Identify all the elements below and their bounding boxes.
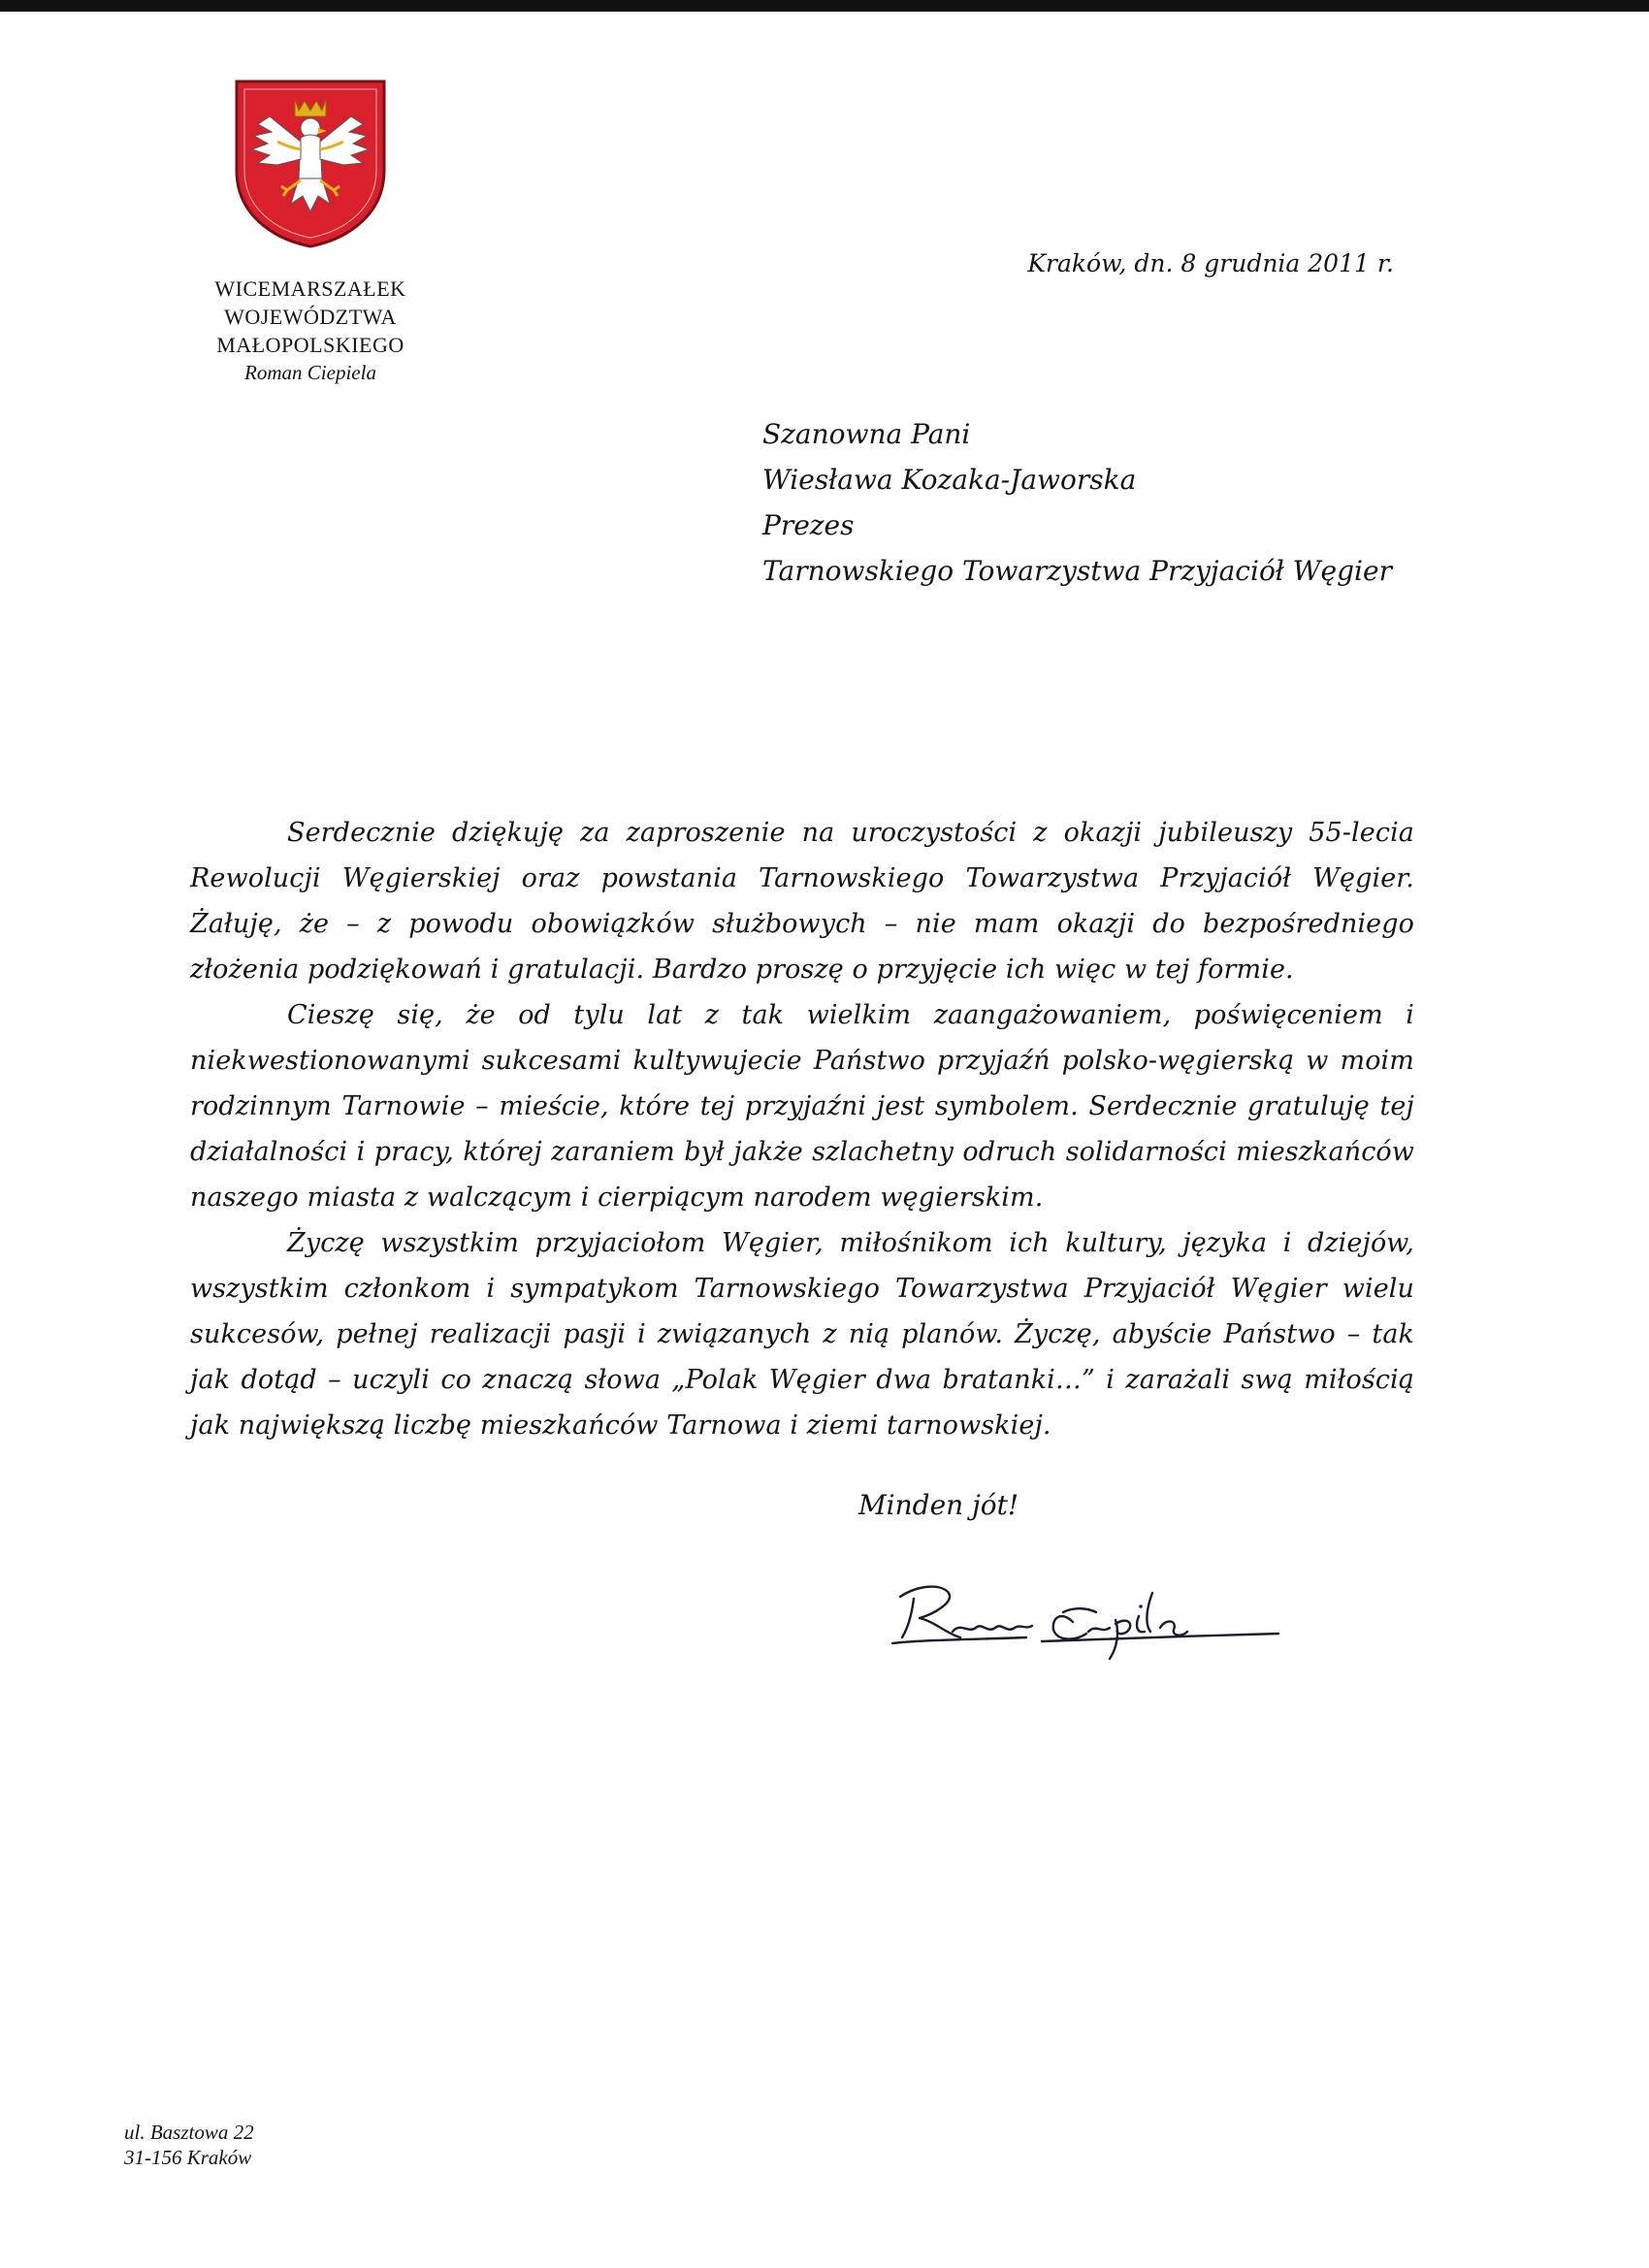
body-paragraph-2: Cieszę się, że od tylu lat z tak wielkim zaangażowaniem, poświęceniem i niekwestionowanymi sukcesami kultywujecie Państwo przyjaźń polsko-węgierską w moim rodzinnym Tarnowie – mieście, które tej przyjaźni jest symbolem. Serdecznie gratuluję tej działalności i pracy, której zaraniem był jakże szlachetny odruch solidarności mieszkańców naszego miasta z walczącym i cierpiącym narodem węgierskim. bbox=[190, 1000, 1414, 1213]
handwritten-signature bbox=[890, 1573, 1283, 1661]
issuer-block bbox=[146, 275, 475, 387]
letter-body bbox=[190, 810, 1414, 1448]
malopolska-coat-of-arms-icon bbox=[233, 78, 388, 248]
issuer-title-line-3: MAŁOPOLSKIEGO bbox=[216, 333, 404, 357]
issuer-title-line-1: WICEMARSZAŁEK bbox=[214, 276, 406, 301]
closing-phrase: Minden jót! bbox=[858, 1489, 1019, 1521]
letter-date: Kraków, dn. 8 grudnia 2011 r. bbox=[1027, 249, 1394, 277]
scan-top-edge bbox=[0, 0, 1649, 12]
address-city: 31-156 Kraków bbox=[124, 2146, 252, 2169]
body-paragraph-3: Życzę wszystkim przyjaciołom Węgier, miłośnikom ich kultury, języka i dziejów, wszystkim członkom i sympatykom Tarnowskiego Towarzystwa Przyjaciół Węgier wielu sukcesów, pełnej realizacji pasji i związanych z nią planów. Życzę, abyście Państwo – tak jak dotąd – uczyli co znaczą słowa „Polak Węgier dwa bratanki…” i zarażali swą miłością jak największą liczbę mieszkańców Tarnowa i ziemi tarnowskiej. bbox=[190, 1228, 1414, 1441]
sender-address bbox=[124, 2120, 254, 2170]
recipient-block bbox=[762, 411, 1392, 594]
address-street: ul. Basztowa 22 bbox=[124, 2121, 254, 2144]
recipient-name: Wiesława Kozaka-Jaworska bbox=[762, 464, 1137, 496]
issuer-title-line-2: WOJEWÓDZTWA bbox=[224, 305, 397, 329]
issuer-name: Roman Ciepiela bbox=[244, 361, 376, 384]
recipient-position: Prezes bbox=[762, 509, 855, 541]
recipient-organization: Tarnowskiego Towarzystwa Przyjaciół Węgier bbox=[762, 555, 1392, 587]
recipient-salutation: Szanowna Pani bbox=[762, 418, 971, 450]
body-paragraph-1: Serdecznie dziękuję za zaproszenie na uroczystości z okazji jubileuszy 55-lecia Rewolucji Węgierskiej oraz powstania Tarnowskiego Towarzystwa Przyjaciół Węgier. Żałuję, że – z powodu obowiązków służbowych – nie mam okazji do bezpośredniego złożenia podziękowań i gratulacji. Bardzo proszę o przyjęcie ich więc w tej formie. bbox=[190, 818, 1414, 985]
